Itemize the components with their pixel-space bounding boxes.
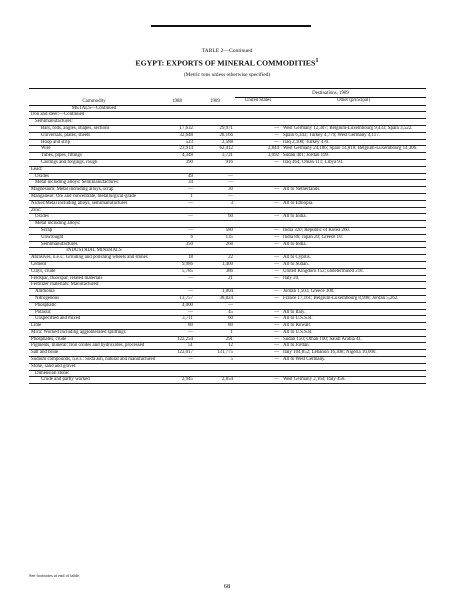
value-1989-cell xyxy=(195,166,235,173)
table-row xyxy=(29,268,426,275)
footnote: See footnotes at end of table. xyxy=(29,573,80,578)
value-1989-cell xyxy=(195,221,235,228)
table-row xyxy=(29,336,426,343)
commodity-cell: Semimanufactures xyxy=(29,241,159,248)
commodity-cell: Zinc: xyxy=(29,207,159,214)
value-1988-cell: 49 xyxy=(159,173,195,180)
other-destination-cell xyxy=(281,302,426,309)
commodity-cell: Oxides xyxy=(29,173,159,180)
table-row xyxy=(29,350,426,357)
value-1988-cell: 3,711 xyxy=(159,316,195,323)
table-row xyxy=(29,125,426,132)
table-row xyxy=(29,241,426,248)
us-destination-cell: — xyxy=(235,268,281,275)
value-1988-cell: 34 xyxy=(159,180,195,187)
us-destination-cell xyxy=(235,363,281,370)
commodity-cell: Crude and partly worked xyxy=(29,377,159,384)
value-1989-cell: 268 xyxy=(195,241,235,248)
us-destination-cell: — xyxy=(235,329,281,336)
other-destination-cell xyxy=(281,193,426,200)
value-1988-cell xyxy=(159,248,195,255)
header-united-states: United States xyxy=(235,97,281,105)
commodity-cell: Abrasives, n.e.s.: Grinding and polishing wheels and stones xyxy=(29,255,159,262)
value-1988-cell: 9,986 xyxy=(159,261,195,268)
value-1988-cell xyxy=(159,207,195,214)
other-destination-cell: Sudan 150; Oman 100; Saudi Arabia 41. xyxy=(281,336,426,343)
table-row xyxy=(29,309,426,316)
us-destination-cell xyxy=(235,105,281,112)
value-1989-cell: 45 xyxy=(195,309,235,316)
table-row xyxy=(29,295,426,302)
table-row xyxy=(29,112,426,119)
other-destination-cell: All to India. xyxy=(281,241,426,248)
other-destination-cell xyxy=(281,370,426,377)
value-1989-cell: 22 xyxy=(195,255,235,262)
other-destination-cell: All to West Germany. xyxy=(281,357,426,364)
table-row xyxy=(29,214,426,221)
value-1989-cell: 2,854 xyxy=(195,377,235,384)
table-subtitle: (Metric tons unless otherwise specified) xyxy=(183,72,271,78)
value-1988-cell: 6 xyxy=(159,234,195,241)
other-destination-cell: Spain 6,343; Turkey 4,779; West Germany 4,117. xyxy=(281,132,426,139)
value-1989-cell: 291 xyxy=(195,336,235,343)
other-destination-cell: United Kingdom 152; undetermined 218. xyxy=(281,268,426,275)
value-1989-cell: — xyxy=(195,302,235,309)
value-1989-cell xyxy=(195,248,235,255)
us-destination-cell: 3,092 xyxy=(235,153,281,160)
table-row xyxy=(29,193,426,200)
value-1988-cell xyxy=(159,363,195,370)
table-body xyxy=(29,105,426,384)
commodity-cell: Lead: xyxy=(29,166,159,173)
value-1988-cell xyxy=(159,282,195,289)
us-destination-cell xyxy=(235,221,281,228)
value-1988-cell: 4,348 xyxy=(159,153,195,160)
value-1988-cell: — xyxy=(159,309,195,316)
commodity-cell: Phosphates, crude xyxy=(29,336,159,343)
commodity-cell: Bars, rods, angles, shapes, sections xyxy=(29,125,159,132)
commodity-cell: Cement xyxy=(29,261,159,268)
other-destination-cell: All to U.S.S.R. xyxy=(281,316,426,323)
other-destination-cell: All to Netherlands. xyxy=(281,187,426,194)
commodity-cell: INDUSTRIAL MINERALS xyxy=(29,248,159,255)
value-1989-cell: 1 xyxy=(195,329,235,336)
value-1988-cell xyxy=(159,112,195,119)
us-destination-cell: — xyxy=(235,275,281,282)
table-row xyxy=(29,146,426,153)
value-1989-cell: 21 xyxy=(195,275,235,282)
table-row xyxy=(29,166,426,173)
section-header-row xyxy=(29,248,426,255)
us-destination-cell: — xyxy=(235,316,281,323)
value-1988-cell: — xyxy=(159,357,195,364)
page-number: 68 xyxy=(223,583,231,590)
other-destination-cell: All to Kuwait. xyxy=(281,323,426,330)
us-destination-cell xyxy=(235,166,281,173)
us-destination-cell: — xyxy=(235,377,281,384)
value-1989-cell: 131,775 xyxy=(195,350,235,357)
us-destination-cell: — xyxy=(235,323,281,330)
table-row xyxy=(29,370,426,377)
us-destination-cell: — xyxy=(235,187,281,194)
commodity-cell: Dimension stone: xyxy=(29,370,159,377)
other-destination-cell: India 86; Japan 20; Greece 10. xyxy=(281,234,426,241)
us-destination-cell: — xyxy=(235,295,281,302)
commodity-cell: Unspecified and mixed xyxy=(29,316,159,323)
us-destination-cell xyxy=(235,207,281,214)
value-1988-cell: 122,017 xyxy=(159,350,195,357)
commodity-cell: Phosphatic xyxy=(29,302,159,309)
table-row xyxy=(29,173,426,180)
table-row xyxy=(29,153,426,160)
us-destination-cell: — xyxy=(235,132,281,139)
exports-table xyxy=(29,88,426,384)
us-destination-cell xyxy=(235,302,281,309)
value-1989-cell: 1,804 xyxy=(195,289,235,296)
commodity-cell: Hoop and strip xyxy=(29,139,159,146)
value-1989-cell: — xyxy=(195,180,235,187)
value-1988-cell: 350 xyxy=(159,241,195,248)
other-destination-cell xyxy=(281,166,426,173)
table-row xyxy=(29,119,426,126)
value-1988-cell: — xyxy=(159,329,195,336)
value-1989-cell: 5 xyxy=(195,357,235,364)
other-destination-cell: France 17,161; Belgium-Luxembourg 8,998; Jordan 5,262. xyxy=(281,295,426,302)
us-destination-cell xyxy=(235,370,281,377)
value-1989-cell: 2,588 xyxy=(195,139,235,146)
other-destination-cell xyxy=(281,180,426,187)
commodity-cell: Oxides xyxy=(29,214,159,221)
value-1988-cell: 80 xyxy=(159,323,195,330)
value-1989-cell xyxy=(195,370,235,377)
value-1988-cell: 32,648 xyxy=(159,132,195,139)
other-destination-cell: Jordan 1,503; Greece 300. xyxy=(281,289,426,296)
value-1989-cell: 80 xyxy=(195,323,235,330)
section-header-row xyxy=(29,105,426,112)
value-1988-cell: 1 xyxy=(159,193,195,200)
value-1988-cell: 17,632 xyxy=(159,125,195,132)
table-row xyxy=(29,221,426,228)
value-1989-cell: 62,412 xyxy=(195,146,235,153)
header-destinations: Destinations, 1989 xyxy=(235,89,426,98)
other-destination-cell xyxy=(281,173,426,180)
table-row xyxy=(29,255,426,262)
us-destination-cell xyxy=(235,119,281,126)
value-1988-cell: 51 xyxy=(159,343,195,350)
commodity-cell: Salt and brine xyxy=(29,350,159,357)
title-footnote-marker: 1 xyxy=(315,57,319,64)
other-destination-cell: Iraq 464; Oman 111; Libya 93. xyxy=(281,159,426,166)
value-1988-cell: — xyxy=(159,187,195,194)
other-destination-cell: Italy 20. xyxy=(281,275,426,282)
other-destination-cell xyxy=(281,248,426,255)
commodity-cell: Metal including alloys: xyxy=(29,221,159,228)
value-1989-cell: 30 xyxy=(195,187,235,194)
table-row xyxy=(29,139,426,146)
commodity-cell: METALS—Continued xyxy=(29,105,159,112)
value-1989-cell xyxy=(195,105,235,112)
us-destination-cell: — xyxy=(235,227,281,234)
value-1989-cell: 580 xyxy=(195,227,235,234)
table-row xyxy=(29,377,426,384)
value-1989-cell xyxy=(195,112,235,119)
us-destination-cell: — xyxy=(235,289,281,296)
table-row xyxy=(29,261,426,268)
us-destination-cell: 2,844 xyxy=(235,146,281,153)
table-row xyxy=(29,357,426,364)
value-1989-cell: 38,824 xyxy=(195,295,235,302)
other-destination-cell: West Germany 2,164; Italy 458. xyxy=(281,377,426,384)
other-destination-cell: Sudan 401; Jordan 199. xyxy=(281,153,426,160)
us-destination-cell: — xyxy=(235,159,281,166)
value-1989-cell: 60 xyxy=(195,316,235,323)
commodity-cell: Sodium compounds, n.e.s.: Soda ash, natural and manufactured xyxy=(29,357,159,364)
other-destination-cell xyxy=(281,221,426,228)
other-destination-cell xyxy=(281,363,426,370)
other-destination-cell: All to Jordan. xyxy=(281,343,426,350)
value-1989-cell: 1,400 xyxy=(195,261,235,268)
table-row xyxy=(29,363,426,370)
value-1988-cell: 5,785 xyxy=(159,268,195,275)
value-1988-cell: 4,000 xyxy=(159,302,195,309)
table-row xyxy=(29,282,426,289)
value-1989-cell: 386 xyxy=(195,268,235,275)
value-1989-cell xyxy=(195,207,235,214)
header-other: Other (principal) xyxy=(281,97,426,105)
value-1989-cell xyxy=(195,119,235,126)
value-1988-cell: 18 xyxy=(159,255,195,262)
other-destination-cell xyxy=(281,119,426,126)
value-1988-cell xyxy=(159,166,195,173)
commodity-cell: Metal including alloys: Semimanufactures xyxy=(29,180,159,187)
us-destination-cell xyxy=(235,173,281,180)
value-1989-cell: 28,166 xyxy=(195,132,235,139)
value-1988-cell xyxy=(159,105,195,112)
value-1989-cell: 12 xyxy=(195,343,235,350)
us-destination-cell: — xyxy=(235,200,281,207)
commodity-cell: Lime xyxy=(29,323,159,330)
us-destination-cell: — xyxy=(235,139,281,146)
commodity-cell: Unwrought xyxy=(29,234,159,241)
header-commodity: Commodity xyxy=(29,89,159,106)
value-1988-cell xyxy=(159,221,195,228)
commodity-cell: Nitrogenous xyxy=(29,295,159,302)
value-1989-cell: 3,731 xyxy=(195,153,235,160)
other-destination-cell: All to U.S.S.R. xyxy=(281,329,426,336)
us-destination-cell xyxy=(235,112,281,119)
value-1988-cell: 122,254 xyxy=(159,336,195,343)
value-1989-cell xyxy=(195,363,235,370)
table-row xyxy=(29,207,426,214)
value-1988-cell: — xyxy=(159,200,195,207)
value-1988-cell: 2,945 xyxy=(159,377,195,384)
value-1989-cell: 60 xyxy=(195,214,235,221)
other-destination-cell xyxy=(281,112,426,119)
value-1989-cell: 29,971 xyxy=(195,125,235,132)
value-1988-cell: 13,757 xyxy=(159,295,195,302)
table-row xyxy=(29,323,426,330)
us-destination-cell: — xyxy=(235,357,281,364)
table-row xyxy=(29,227,426,234)
table-label: TABLE 2—Continued xyxy=(201,48,253,54)
other-destination-cell: All to Sudan. xyxy=(281,261,426,268)
us-destination-cell: — xyxy=(235,255,281,262)
value-1988-cell: 523 xyxy=(159,139,195,146)
us-destination-cell: — xyxy=(235,343,281,350)
us-destination-cell: — xyxy=(235,234,281,241)
value-1989-cell: 3 xyxy=(195,200,235,207)
table-row xyxy=(29,132,426,139)
us-destination-cell: — xyxy=(235,214,281,221)
us-destination-cell: — xyxy=(235,336,281,343)
other-destination-cell: West Germany 12,307; Belgium-Luxembourg 9,433; Spain 3,522. xyxy=(281,125,426,132)
us-destination-cell: — xyxy=(235,309,281,316)
commodity-cell: Feldspar, fluorspar, related materials xyxy=(29,275,159,282)
us-destination-cell xyxy=(235,248,281,255)
table-row xyxy=(29,343,426,350)
other-destination-cell: All to Italy. xyxy=(281,309,426,316)
commodity-cell: Clays, crude xyxy=(29,268,159,275)
value-1988-cell: — xyxy=(159,227,195,234)
table-row xyxy=(29,187,426,194)
commodity-cell: Semimanufactures: xyxy=(29,119,159,126)
commodity-cell: Universals, plates, sheets xyxy=(29,132,159,139)
commodity-cell: Stone, sand and gravel: xyxy=(29,363,159,370)
us-destination-cell: — xyxy=(235,261,281,268)
commodity-cell: Mica: Worked including agglomerated splittings xyxy=(29,329,159,336)
value-1988-cell: — xyxy=(159,214,195,221)
other-destination-cell: All to India. xyxy=(281,214,426,221)
us-destination-cell: — xyxy=(235,241,281,248)
table-row xyxy=(29,180,426,187)
other-destination-cell: All to Cyprus. xyxy=(281,255,426,262)
table-row xyxy=(29,302,426,309)
value-1988-cell: — xyxy=(159,289,195,296)
commodity-cell: Pigments, mineral: Iron oxides and hydroxides, processed xyxy=(29,343,159,350)
table-title-text: EGYPT: EXPORTS OF MINERAL COMMODITIES xyxy=(135,58,316,68)
other-destination-cell xyxy=(281,207,426,214)
value-1988-cell: 23,914 xyxy=(159,146,195,153)
table-row xyxy=(29,289,426,296)
table-row xyxy=(29,329,426,336)
header-1988: 1988 xyxy=(159,89,195,106)
commodity-cell: Potassic xyxy=(29,309,159,316)
value-1988-cell: 390 xyxy=(159,159,195,166)
other-destination-cell: West Germany 24,186; Spain 14,818; Belgium-Luxembourg 14,306. xyxy=(281,146,426,153)
commodity-cell: Fertilizer materials: Manufactured: xyxy=(29,282,159,289)
value-1988-cell: — xyxy=(159,275,195,282)
us-destination-cell: — xyxy=(235,350,281,357)
commodity-cell: Magnesium: Metal including alloys, scrap xyxy=(29,187,159,194)
commodity-cell: Nickel:Metal including alloys, semimanufactures xyxy=(29,200,159,207)
commodity-cell: Manganese: Ore and concentrate, metallurgical-grade xyxy=(29,193,159,200)
other-destination-cell: India 320; Republic of Korea 260. xyxy=(281,227,426,234)
value-1989-cell: — xyxy=(195,193,235,200)
value-1989-cell xyxy=(195,282,235,289)
table-row xyxy=(29,200,426,207)
table-row xyxy=(29,275,426,282)
us-destination-cell xyxy=(235,193,281,200)
table-row xyxy=(29,159,426,166)
other-destination-cell: Iraq 2,100; Turkey 470. xyxy=(281,139,426,146)
value-1989-cell: — xyxy=(195,173,235,180)
other-destination-cell: Italy 104,852; Lebanon 16,308; Nigeria 10,000. xyxy=(281,350,426,357)
table-row xyxy=(29,316,426,323)
header-1989: 1989 xyxy=(195,89,235,106)
value-1988-cell xyxy=(159,370,195,377)
value-1989-cell: 135 xyxy=(195,234,235,241)
header-row-group xyxy=(29,89,426,98)
top-rule xyxy=(151,25,311,27)
commodity-cell: Scrap xyxy=(29,227,159,234)
commodity-cell: Castings and forgings, rough xyxy=(29,159,159,166)
table-title xyxy=(0,57,454,68)
us-destination-cell: — xyxy=(235,125,281,132)
us-destination-cell xyxy=(235,282,281,289)
other-destination-cell: All to Ethiopia. xyxy=(281,200,426,207)
other-destination-cell xyxy=(281,282,426,289)
other-destination-cell xyxy=(281,105,426,112)
commodity-cell: Ammonia xyxy=(29,289,159,296)
commodity-cell: Wire xyxy=(29,146,159,153)
us-destination-cell xyxy=(235,180,281,187)
commodity-cell: Tubes, pipes, fittings xyxy=(29,153,159,160)
commodity-cell: Iron and steel:—Continued xyxy=(29,112,159,119)
value-1988-cell xyxy=(159,119,195,126)
table-row xyxy=(29,234,426,241)
value-1989-cell: 916 xyxy=(195,159,235,166)
